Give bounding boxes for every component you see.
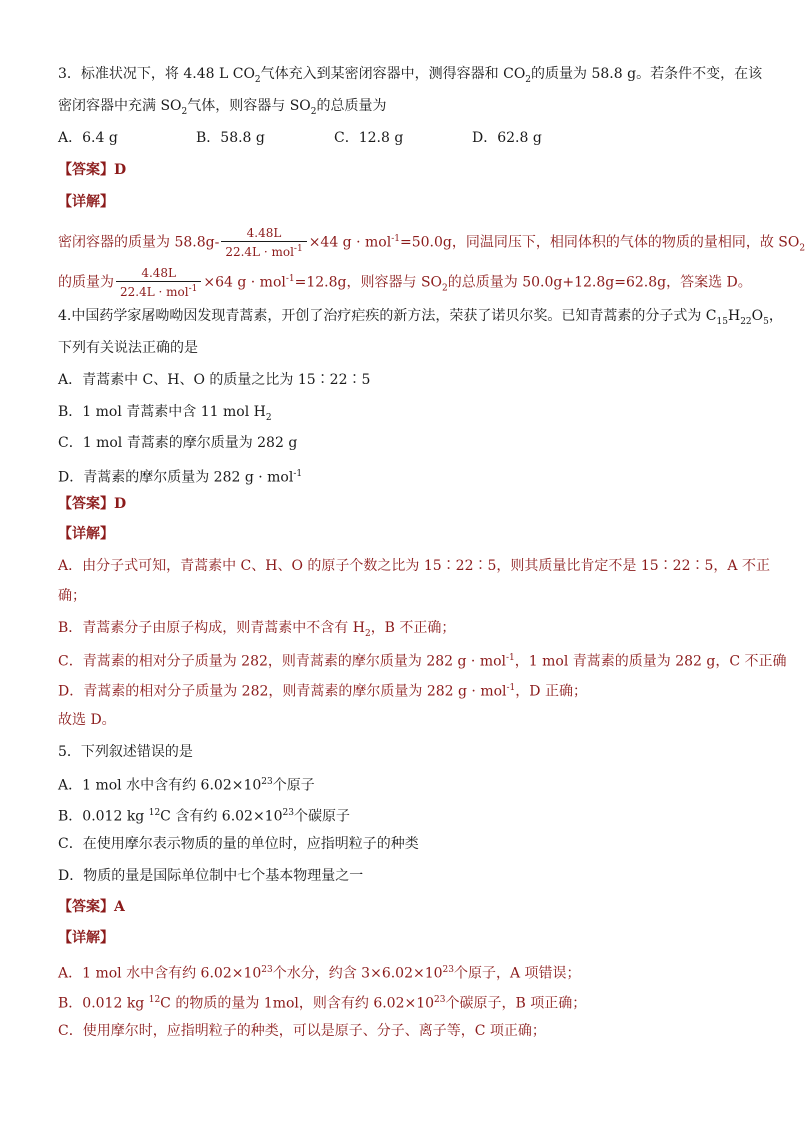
q4-option-c: C．1 mol 青蒿素的摩尔质量为 282 g	[58, 435, 298, 451]
q4-explanation-c: C．青蒿素的相对分子质量为 282，则青蒿素的摩尔质量为 282 g · mol$^{-1}$，1 mol 青蒿素的质量为 282 g，C 不正确	[58, 653, 787, 670]
q5-option-b: B．0.012 kg $^{12}$C 含有约 $6.02\times 10^{23}$个碳原子	[58, 808, 350, 825]
q4-detail-label: 【详解】	[58, 526, 114, 542]
q3-stem-line2: 密闭容器中充满 $SO_2$气体，则容器与 $SO_2$的总质量为	[58, 98, 387, 117]
q4-answer: 【答案】D	[58, 496, 127, 512]
q5-option-a: A．1 mol 水中含有约 $6.02\times 10^{23}$个原子	[58, 777, 315, 794]
q4-stem-line2: 下列有关说法正确的是	[58, 340, 198, 356]
q5-detail-label: 【详解】	[58, 930, 114, 946]
q3-option-d: D．62.8 g	[472, 130, 542, 146]
q3-fraction-2: $\frac{4.48L}{22.4L \cdot mol^{-1}}$	[116, 266, 201, 300]
q4-explanation-a1: A．由分子式可知，青蒿素中 C、H、O 的原子个数之比为 15∶22∶5，则其质量比肯定不是 15∶22∶5，A 不正	[58, 558, 770, 574]
q4-conclusion: 故选 D。	[58, 712, 116, 728]
q3-explanation-line2: 的质量为 $\frac{4.48L}{22.4L \cdot mol^{-1}}$ ×64 g · mol$^{-1}$=12.8g，则容器与 $SO_2$的总质量为 50.0g+12.8g=62.8g，答案选 D。	[58, 265, 752, 299]
q3-explanation-line1: 密闭容器的质量为 58.8g- $\frac{4.48L}{22.4L \cdot mol^{-1}}$ ×44 g · mol$^{-1}$=50.0g，同温同压下，相同体积的气体的物质的量相同，故 $SO_2$	[58, 225, 805, 259]
q3-option-c: C．12.8 g	[334, 130, 404, 146]
q3-option-b: B．58.8 g	[196, 130, 265, 146]
q4-explanation-a2: 确；	[58, 588, 86, 604]
q4-option-d: D．青蒿素的摩尔质量为 282 g · mol$^{-1}$	[58, 469, 303, 486]
q4-option-b: B．1 mol 青蒿素中含 11 mol $H_2$	[58, 404, 272, 423]
q5-option-d: D．物质的量是国际单位制中七个基本物理量之一	[58, 868, 364, 884]
q3-options	[58, 128, 542, 148]
q3-detail-label: 【详解】	[58, 194, 114, 210]
q5-stem: 5．下列叙述错误的是	[58, 744, 193, 760]
q4-option-a: A．青蒿素中 C、H、O 的质量之比为 15∶22∶5	[58, 372, 371, 388]
q3-answer: 【答案】D	[58, 162, 127, 178]
q5-answer: 【答案】A	[58, 899, 125, 915]
q4-explanation-b: B．青蒿素分子由原子构成，则青蒿素中不含有 $H_2$，B 不正确；	[58, 620, 456, 639]
q3-option-a: A．6.4 g	[58, 130, 118, 146]
q5-explanation-c: C．使用摩尔时，应指明粒子的种类，可以是原子、分子、离子等，C 项正确；	[58, 1023, 546, 1039]
q5-explanation-b: B．0.012 kg $^{12}$C 的物质的量为 1mol，则含有约 $6.02\times 10^{23}$个碳原子，B 项正确；	[58, 995, 587, 1012]
q3-stem-line1: 3．标准状况下，将 4.48 L $CO_2$气体充入到某密闭容器中，测得容器和 $CO_2$的质量为 58.8 g。若条件不变，在该	[58, 66, 763, 85]
q3-fraction-1: $\frac{4.48L}{22.4L \cdot mol^{-1}}$	[221, 226, 306, 260]
q5-explanation-a: A．1 mol 水中含有约 $6.02\times 10^{23}$个水分，约含 $3\times 6.02\times 10^{23}$个原子，A 项错误；	[58, 965, 581, 982]
q4-stem-line1: 4.中国药学家屠呦呦因发现青蒿素，开创了治疗疟疾的新方法，荣获了诺贝尔奖。已知青蒿素的分子式为 $C_{15}H_{22}O_5$，	[58, 308, 783, 327]
q5-option-c: C．在使用摩尔表示物质的量的单位时，应指明粒子的种类	[58, 836, 419, 852]
q4-explanation-d: D．青蒿素的相对分子质量为 282，则青蒿素的摩尔质量为 282 g · mol$^{-1}$，D 正确；	[58, 683, 587, 700]
